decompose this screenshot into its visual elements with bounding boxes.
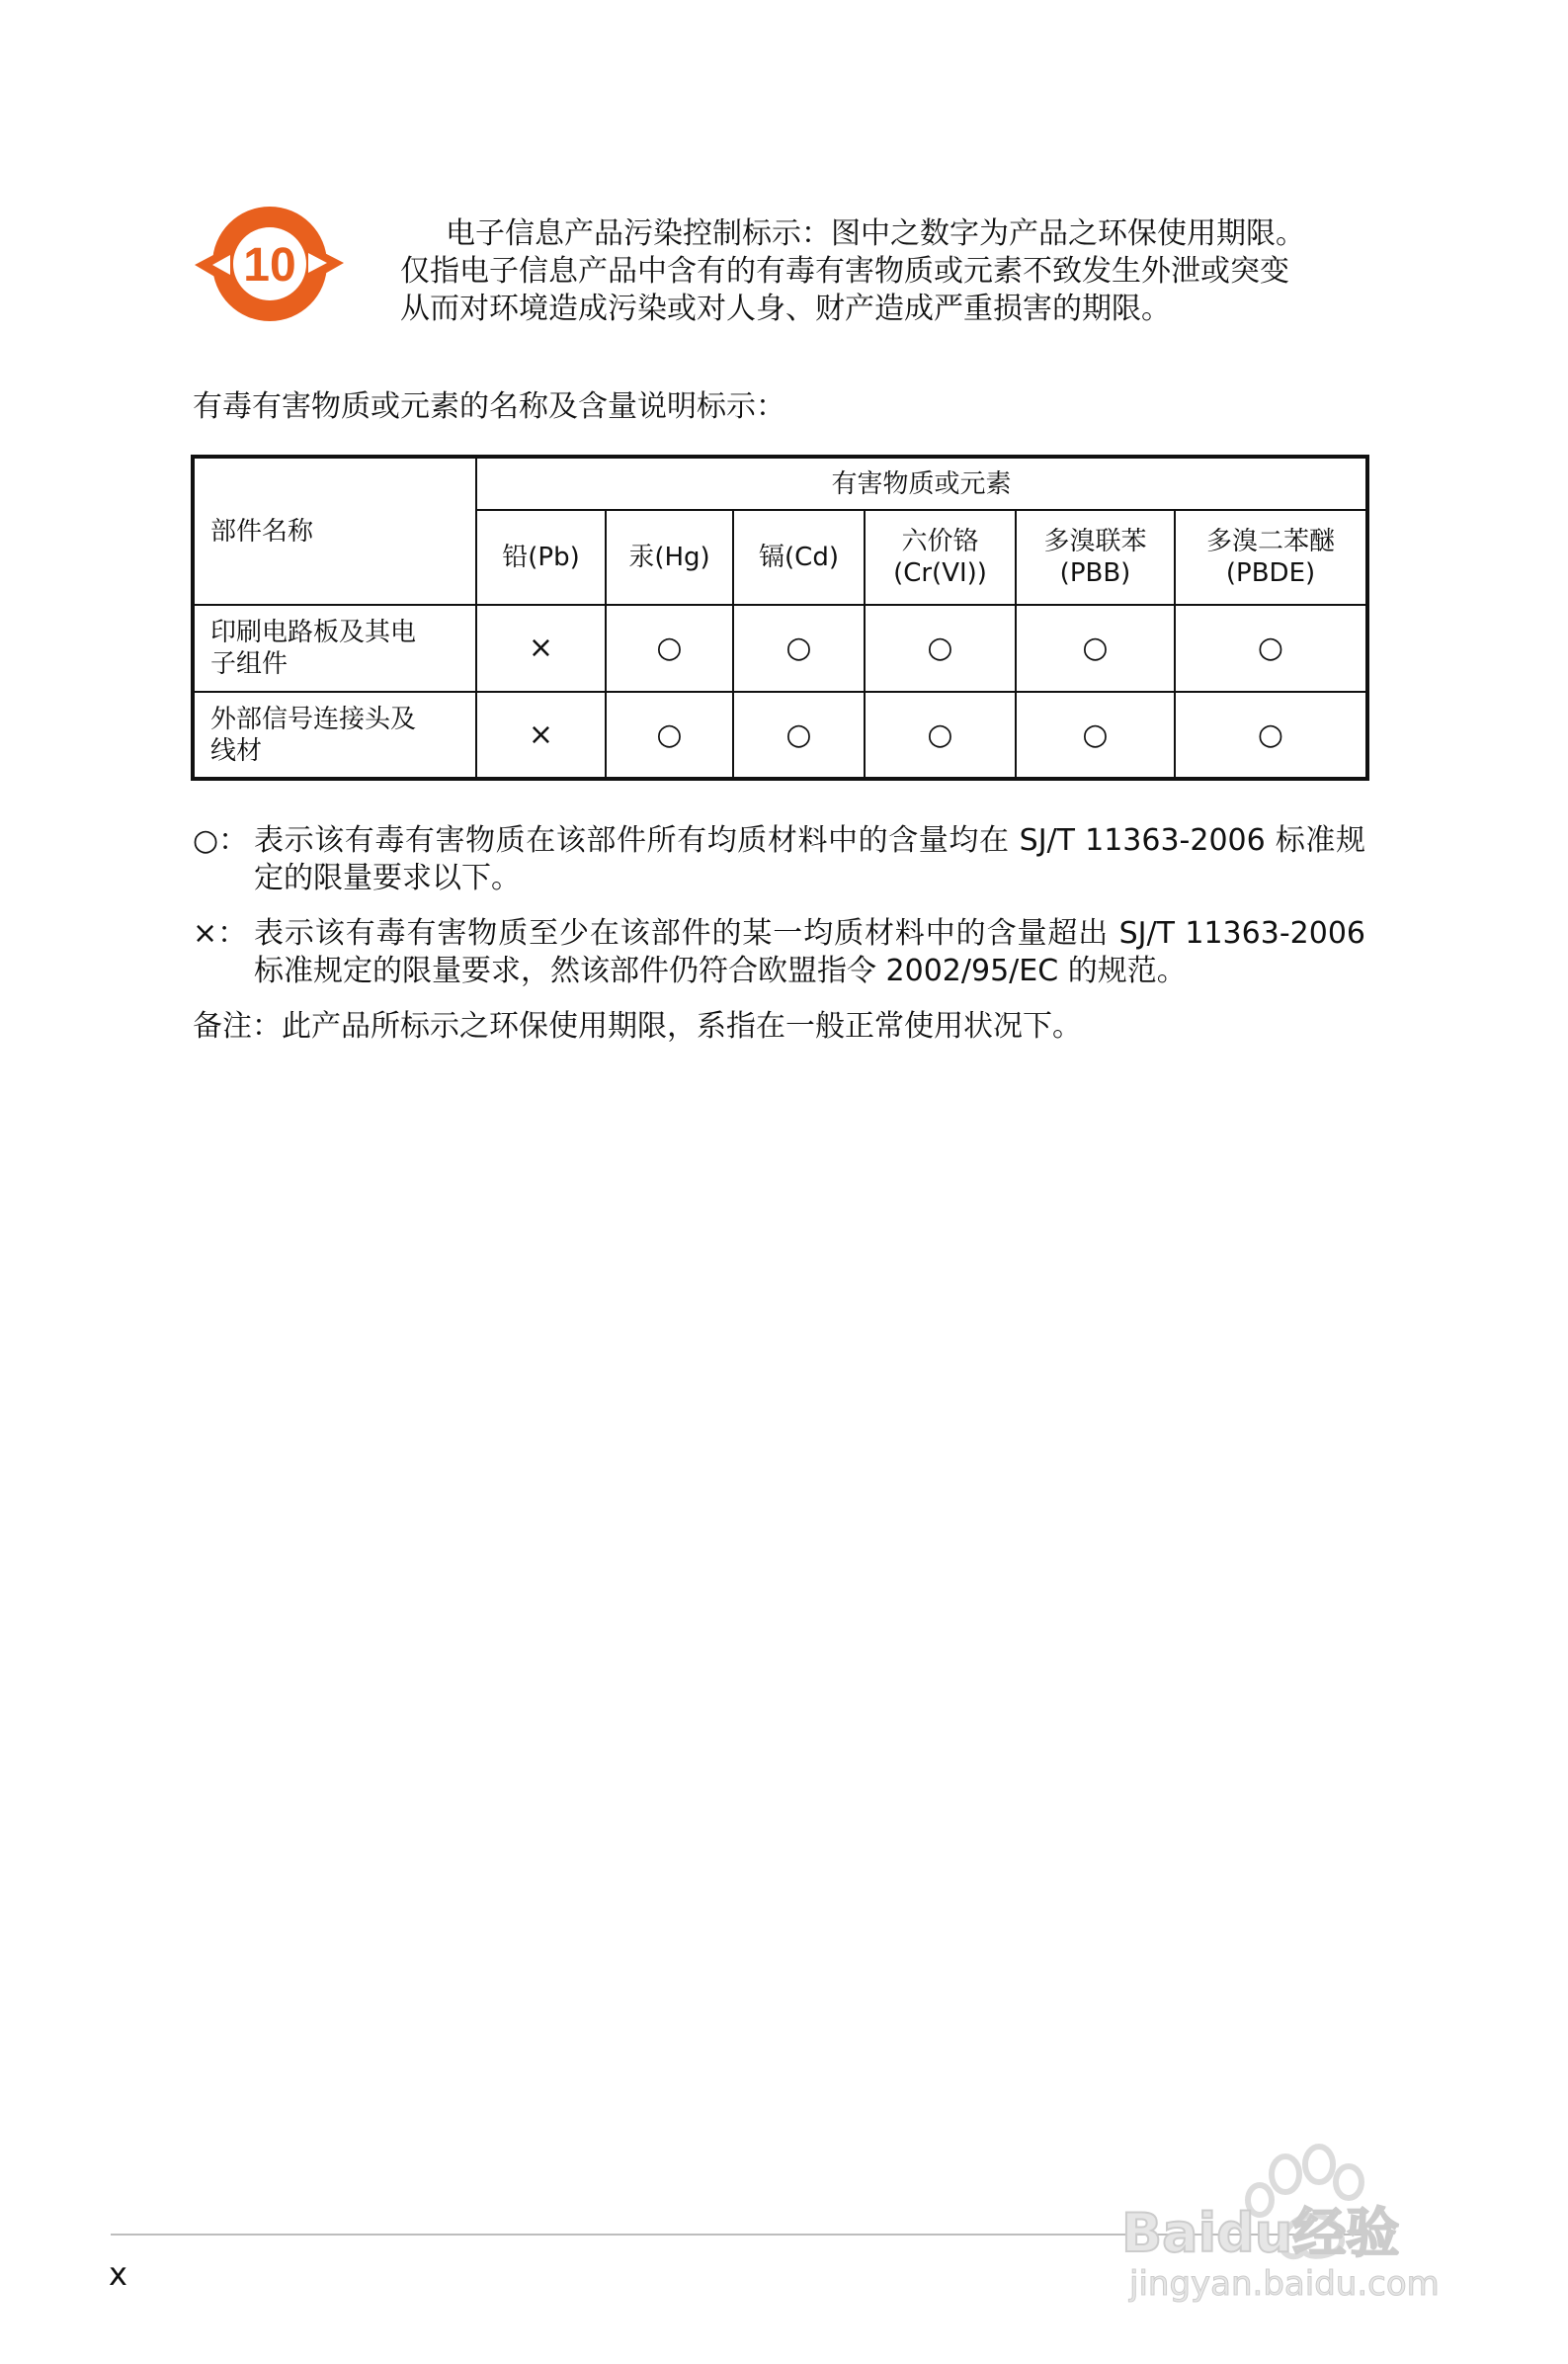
substance-header: 镉(Cd)	[733, 510, 865, 605]
mark-cell: ○	[865, 605, 1016, 692]
mark-cell: ○	[733, 692, 865, 779]
circle-note-text: 表示该有毒有害物质在该部件所有均质材料中的含量均在 SJ/T 11363-2006 标准规定的限量要求以下。	[254, 823, 1365, 895]
legend-notes	[193, 822, 1365, 1046]
mark-cell: ×	[476, 692, 606, 779]
intro-line-3: 从而对环境造成污染或对人身、财产造成严重损害的期限。	[400, 292, 1171, 326]
substance-header: 多溴联苯 (PBB)	[1016, 510, 1175, 605]
mark-cell: ○	[606, 605, 733, 692]
page-number: x	[109, 2255, 127, 2293]
cross-note-text: 表示该有毒有害物质至少在该部件的某一均质材料中的含量超出 SJ/T 11363-2006 标准规定的限量要求，然该部件仍符合欧盟指令 2002/95/EC 的规范。	[254, 916, 1365, 988]
substance-header: 铅(Pb)	[476, 510, 606, 605]
substance-header: 汞(Hg)	[606, 510, 733, 605]
mark-cell: ○	[1175, 692, 1367, 779]
table-row	[193, 605, 1367, 692]
mark-cell: ○	[1016, 605, 1175, 692]
intro-line-1: 电子信息产品污染控制标示：图中之数字为产品之环保使用期限。	[446, 216, 1305, 251]
environmental-period-logo	[193, 198, 346, 331]
part-name-cell: 外部信号连接头及 线材	[193, 692, 476, 779]
substance-header: 六价铬 (Cr(VI))	[865, 510, 1016, 605]
table-header-row	[193, 457, 1367, 510]
hazardous-substance-table	[191, 455, 1369, 781]
mark-cell: ○	[606, 692, 733, 779]
mark-cell: ○	[1175, 605, 1367, 692]
mark-cell: ×	[476, 605, 606, 692]
table-caption: 有毒有害物质或元素的名称及含量说明标示：	[193, 389, 785, 424]
mark-cell: ○	[1016, 692, 1175, 779]
part-name-cell: 印刷电路板及其电 子组件	[193, 605, 476, 692]
part-name-header: 部件名称	[193, 457, 476, 605]
mark-cell: ○	[865, 692, 1016, 779]
watermark-url: jingyan.baidu.com	[1129, 2264, 1440, 2304]
cross-symbol: ×：	[193, 916, 248, 951]
circle-note	[193, 822, 1365, 897]
table-row	[193, 692, 1367, 779]
substance-header: 多溴二苯醚 (PBDE)	[1175, 510, 1367, 605]
circle-symbol: ○：	[193, 823, 249, 858]
intro-line-2: 仅指电子信息产品中含有的有毒有害物质或元素不致发生外泄或突变	[400, 254, 1289, 289]
remark-note: 备注：此产品所标示之环保使用期限，系指在一般正常使用状况下。	[193, 1009, 1082, 1044]
substance-group-header: 有害物质或元素	[476, 457, 1367, 510]
watermark-brand: Baidu经验	[1121, 2202, 1400, 2264]
mark-cell: ○	[733, 605, 865, 692]
baidu-jingyan-watermark	[1112, 2125, 1467, 2308]
logo-number: 10	[243, 239, 296, 292]
intro-paragraph	[400, 215, 1366, 328]
cross-note	[193, 915, 1365, 990]
